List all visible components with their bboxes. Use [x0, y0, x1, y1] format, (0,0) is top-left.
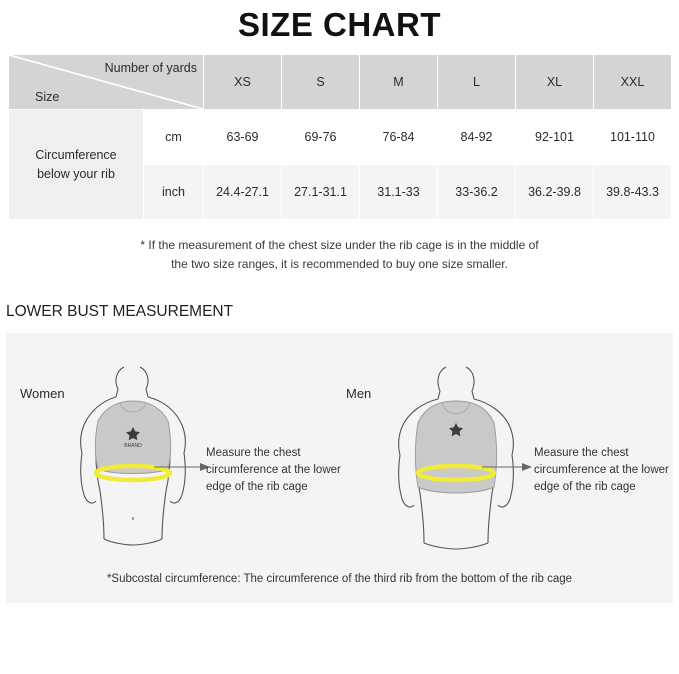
size-table-container	[0, 54, 679, 220]
row-label-line-1: Circumference	[35, 148, 117, 163]
column-header-xl: XL	[516, 55, 594, 110]
cell-cm-l: 84-92	[438, 110, 516, 165]
panel-footnote: *Subcostal circumference: The circumference of the third rib from the bottom of the rib cage	[106, 573, 573, 586]
unit-cell-cm: cm	[144, 110, 204, 165]
row-label-line-2: below your rib	[37, 166, 115, 181]
table-row	[9, 110, 672, 165]
size-note-line-1: * If the measurement of the chest size under the rib cage is in the middle of	[140, 238, 539, 252]
column-header-l: L	[438, 55, 516, 110]
cell-inch-xs: 24.4-27.1	[204, 165, 282, 220]
size-note	[60, 236, 620, 273]
women-caption: Measure the chest circumference at the lower edge of the rib cage	[206, 447, 341, 493]
table-corner-cell	[9, 55, 204, 110]
cell-cm-m: 76-84	[360, 110, 438, 165]
illustration-panel	[6, 333, 673, 603]
section-heading-lower-bust: LOWER BUST MEASUREMENT	[6, 303, 234, 321]
column-header-s: S	[282, 55, 360, 110]
size-header-label: Size	[35, 90, 60, 104]
cell-cm-xs: 63-69	[204, 110, 282, 165]
table-header-row	[9, 55, 672, 110]
cell-inch-xl: 36.2-39.8	[516, 165, 594, 220]
unit-cell-inch: inch	[144, 165, 204, 220]
page-title: SIZE CHART	[238, 6, 441, 43]
men-measure-arrow-icon	[482, 459, 532, 475]
cell-cm-xl: 92-101	[516, 110, 594, 165]
column-header-m: M	[360, 55, 438, 110]
cell-cm-xxl: 101-110	[594, 110, 672, 165]
men-caption: Measure the chest circumference at the lower edge of the rib cage	[534, 447, 669, 493]
yards-header-label: Number of yards	[104, 61, 197, 75]
column-header-xs: XS	[204, 55, 282, 110]
cell-inch-m: 31.1-33	[360, 165, 438, 220]
size-table	[8, 54, 672, 220]
column-header-xxl: XXL	[594, 55, 672, 110]
row-label-circumference	[9, 110, 144, 220]
svg-text:BRAND: BRAND	[124, 443, 142, 450]
size-note-line-2: the two size ranges, it is recommended to buy one size smaller.	[171, 256, 508, 271]
women-measure-arrow-icon	[154, 459, 210, 475]
women-label: Women	[20, 386, 65, 402]
cell-cm-s: 69-76	[282, 110, 360, 165]
men-label: Men	[346, 386, 372, 402]
cell-inch-l: 33-36.2	[438, 165, 516, 220]
cell-inch-xxl: 39.8-43.3	[594, 165, 672, 220]
cell-inch-s: 27.1-31.1	[282, 165, 360, 220]
